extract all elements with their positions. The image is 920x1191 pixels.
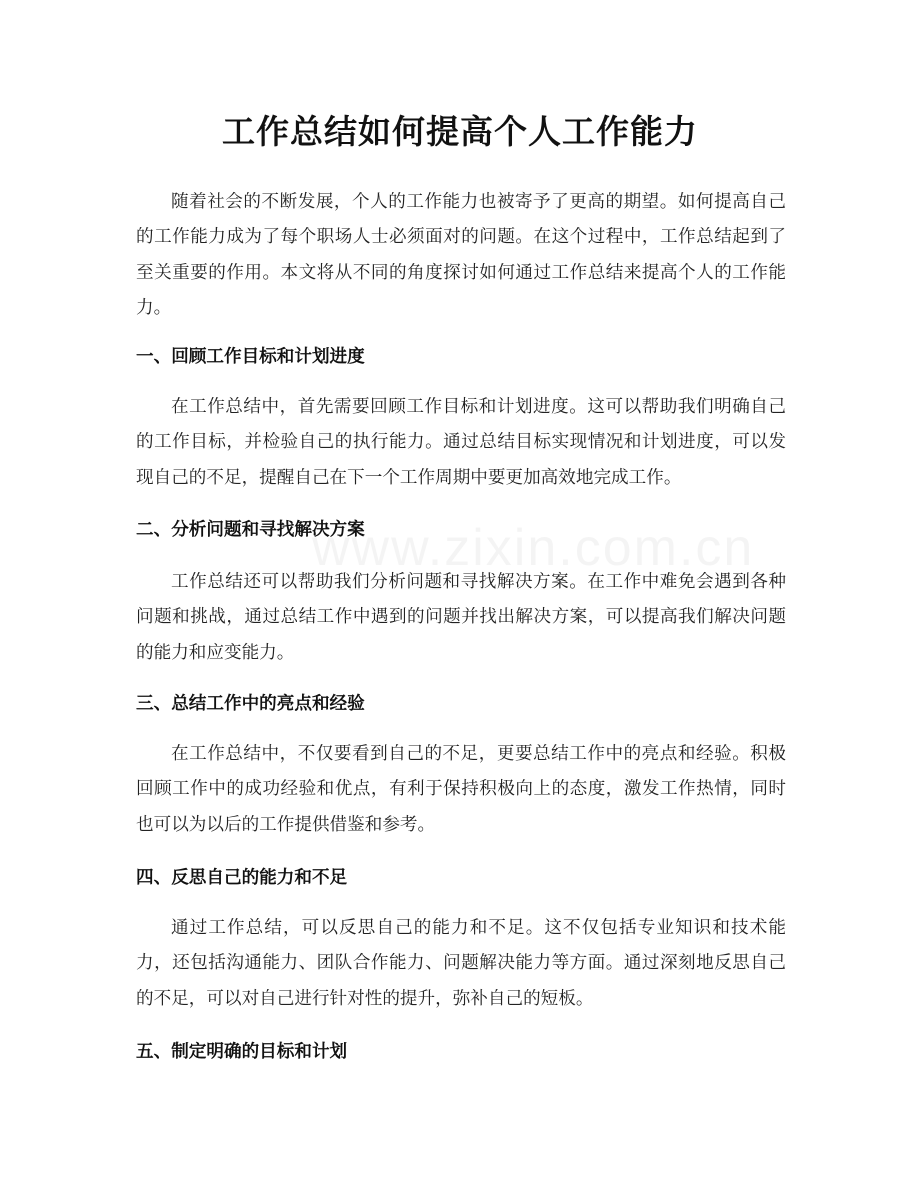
section-2-body: 工作总结还可以帮助我们分析问题和寻找解决方案。在工作中难免会遇到各种问题和挑战，通过总结工作中遇到的问题并找出解决方案，可以提高我们解决问题的能力和应变能力。: [136, 572, 786, 663]
section-4-heading: 四、反思自己的能力和不足: [136, 868, 348, 888]
section-3-body: 在工作总结中，不仅要看到自己的不足，更要总结工作中的亮点和经验。积极回顾工作中的成功经验和优点，有利于保持积极向上的态度，激发工作热情，同时也可以为以后的工作提供借鉴和参考。: [136, 744, 786, 835]
section-5-heading: 五、制定明确的目标和计划: [136, 1042, 348, 1062]
section-4-body: 通过工作总结，可以反思自己的能力和不足。这不仅包括专业知识和技术能力，还包括沟通能力、团队合作能力、问题解决能力等方面。通过深刻地反思自己的不足，可以对自己进行针对性的提升，弥补自己的短板。: [136, 918, 786, 1009]
section-3-heading: 三、总结工作中的亮点和经验: [136, 694, 365, 714]
section-1-heading: 一、回顾工作目标和计划进度: [136, 347, 365, 367]
section-2-heading: 二、分析问题和寻找解决方案: [136, 520, 365, 540]
section-1-body: 在工作总结中，首先需要回顾工作目标和计划进度。这可以帮助我们明确自己的工作目标，并检验自己的执行能力。通过总结目标实现情况和计划进度，可以发现自己的不足，提醒自己在下一个工作周期中要更加高效地完成工作。: [136, 397, 786, 488]
intro-paragraph: 随着社会的不断发展，个人的工作能力也被寄予了更高的期望。如何提高自己的工作能力成为了每个职场人士必须面对的问题。在这个过程中，工作总结起到了至关重要的作用。本文将从不同的角度探讨如何通过工作总结来提高个人的工作能力。: [136, 192, 786, 319]
document-title: 工作总结如何提高个人工作能力: [222, 112, 698, 151]
